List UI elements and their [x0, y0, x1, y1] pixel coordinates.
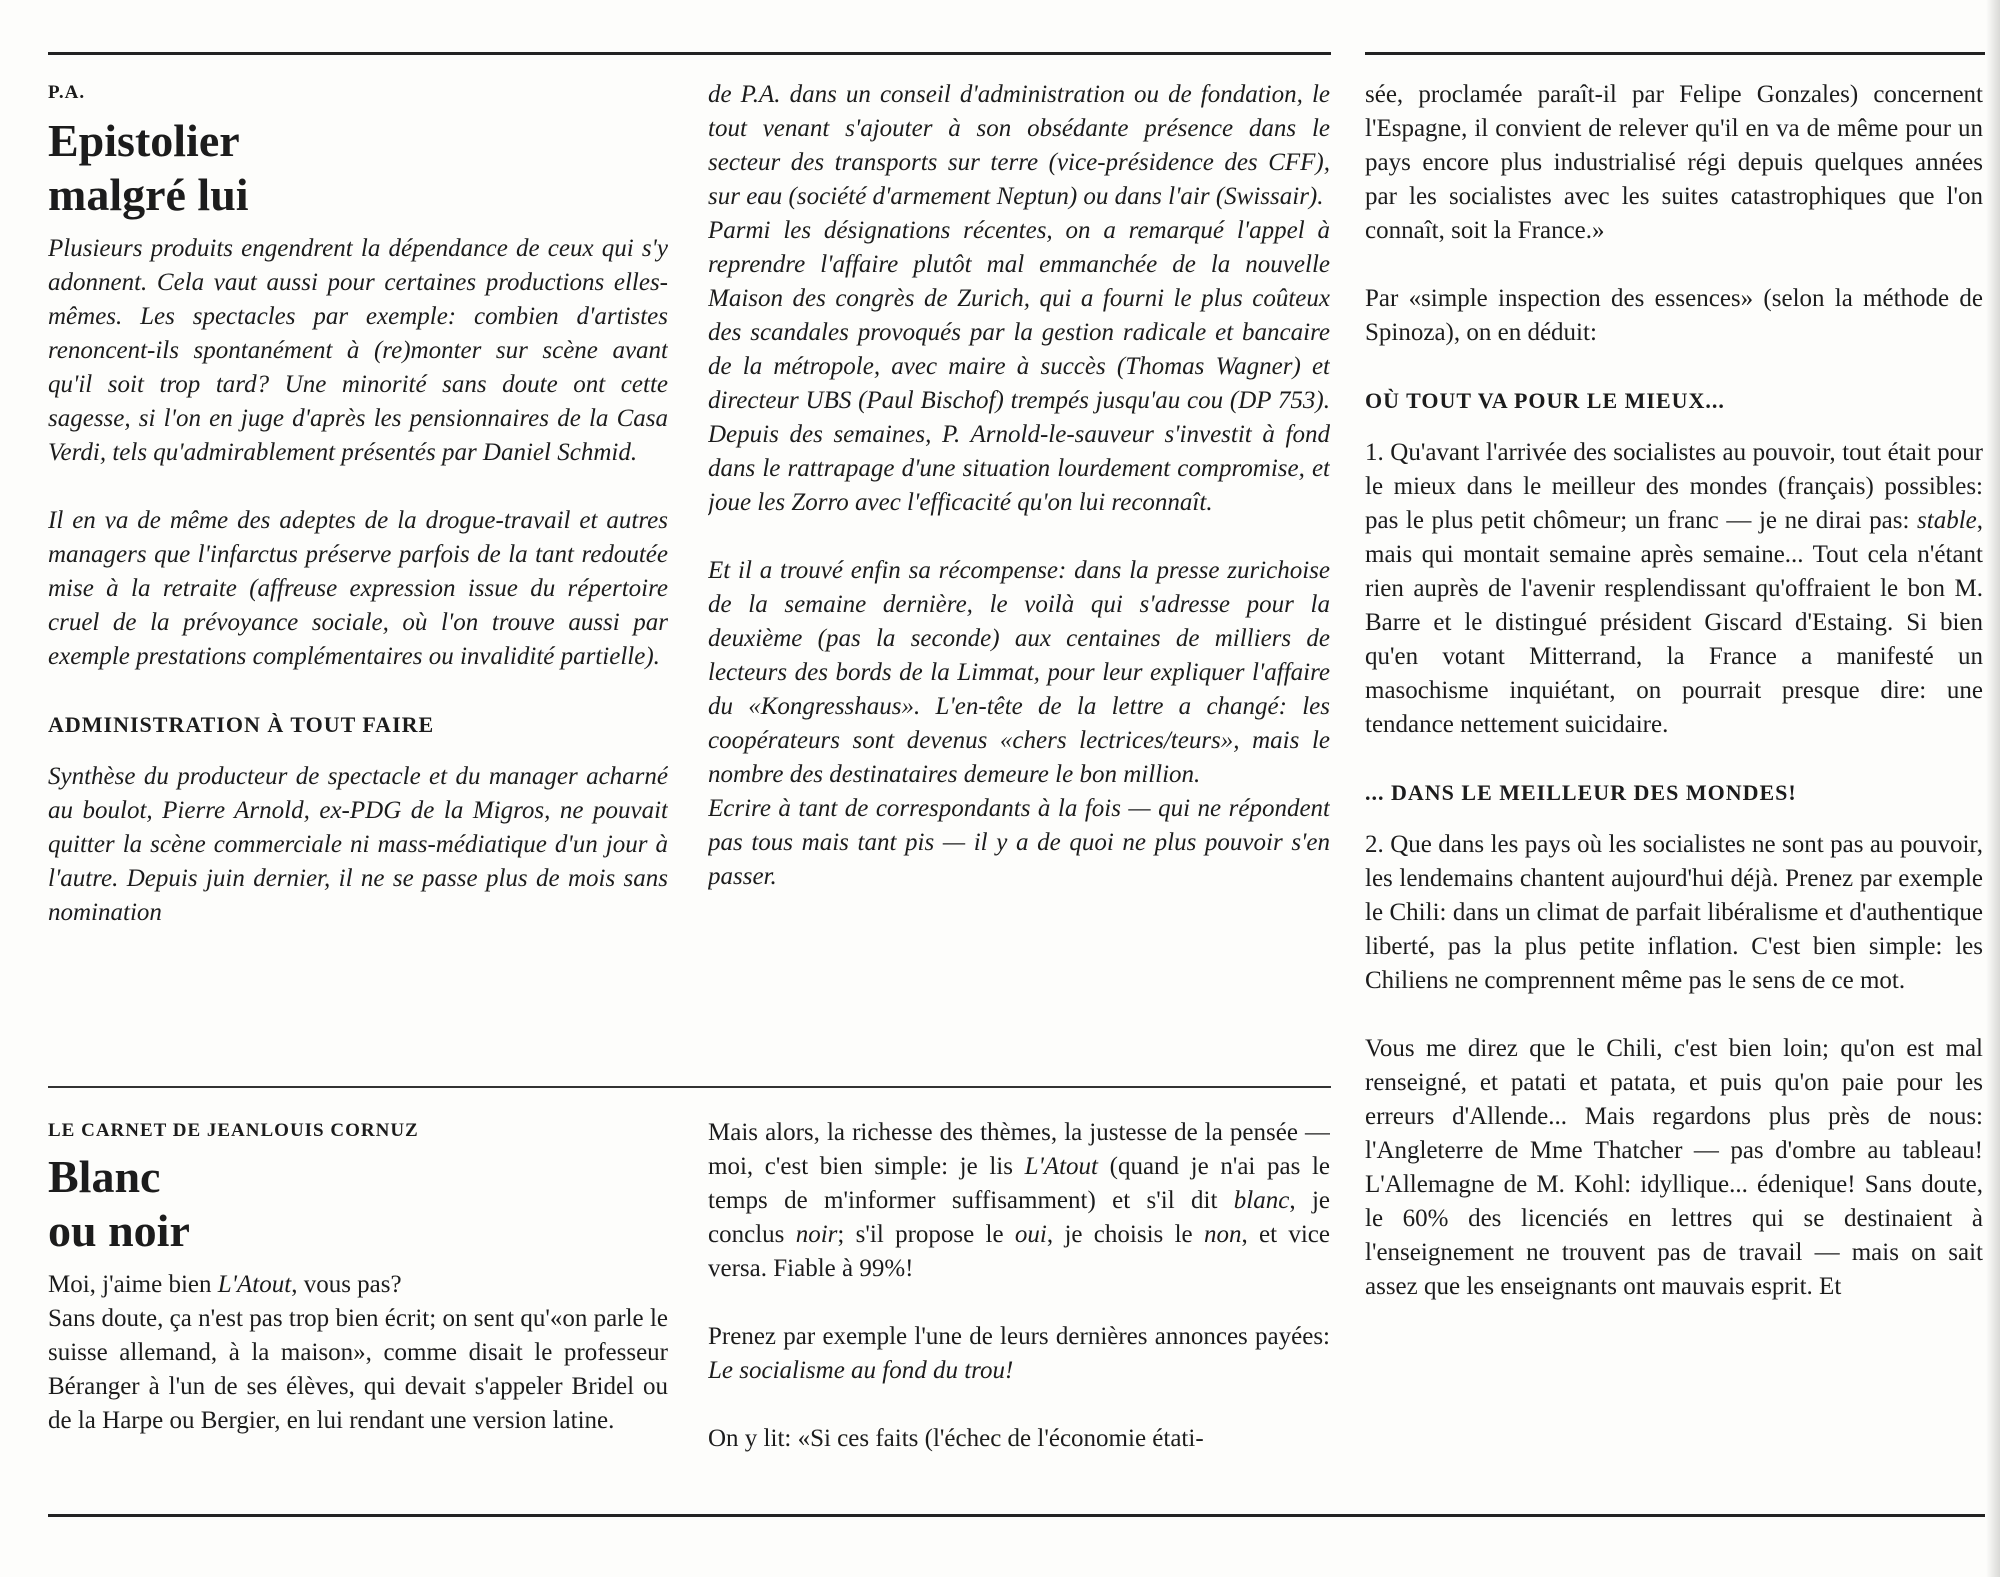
- article1-paragraph-7: Ecrire à tant de correspondants à la fois — qui ne répondent pas tous mais tant pis — il y a de quoi ne plus pouvoir s'en passer.: [708, 795, 1330, 890]
- article2-paragraph-1: [48, 1268, 668, 1302]
- article1-title-line2: malgré lui: [48, 169, 249, 220]
- article2-paragraph-3: [708, 1116, 1330, 1286]
- article2-title: [48, 1150, 668, 1258]
- article2-subhead-2: ... DANS LE MEILLEUR DES MONDES!: [1365, 780, 1797, 805]
- middle-rule: [48, 1086, 1331, 1088]
- p3-text-f: , et vice versa. Fiable à 99%!: [708, 1221, 1330, 1282]
- article1-title: [48, 114, 668, 222]
- p3-text-e: , je choisis le: [1046, 1221, 1204, 1248]
- article1-paragraph-1: Plusieurs produits engendrent la dépendance de ceux qui s'y adonnent. Cela vaut aussi pour certaines productions elles-mêmes. Les spectacles par exemple: combien d'artistes renoncent-ils spontanément à (re)monter sur scène avant qu'il soit trop tard? Une minorité sans doute ont cette sagesse, si l'on en juge d'après les pensionnaires de la Casa Verdi, tels qu'admirablement présentés par Daniel Schmid.: [48, 235, 668, 466]
- p8-em: stable: [1917, 507, 1977, 534]
- p3-em-3: noir: [795, 1221, 838, 1248]
- article2-col2: [708, 1116, 1330, 1508]
- p8-text-a: 1. Qu'avant l'arrivée des socialistes au pouvoir, tout était pour le mieux dans le meilleur des mondes (français) possibles: pas le plus petit chômeur; un franc — je ne dirai pas:: [1365, 439, 1983, 534]
- article2-col3: [1365, 78, 1983, 1508]
- p1-title-em: L'Atout: [217, 1271, 292, 1298]
- article2-kicker: LE CARNET DE JEANLOUIS CORNUZ: [48, 1120, 419, 1141]
- top-rule-left: [48, 52, 1331, 55]
- article2-col1: [48, 1116, 668, 1508]
- p4-text-a: Prenez par exemple l'une de leurs dernières annonces payées:: [708, 1323, 1330, 1350]
- article1-paragraph-2: Il en va de même des adeptes de la drogue-travail et autres managers que l'infarctus préserve parfois de la tant redoutée mise à la retraite (affreuse expression issue du répertoire cruel de la prévoyance sociale, où l'on trouve aussi par exemple prestations complémentaires ou invalidité partielle).: [48, 507, 668, 670]
- article2-paragraph-7: Par «simple inspection des essences» (selon la méthode de Spinoza), on en déduit:: [1365, 285, 1983, 346]
- article1-subhead: ADMINISTRATION À TOUT FAIRE: [48, 712, 435, 737]
- p3-em-5: non: [1203, 1221, 1242, 1248]
- p3-em-2: blanc: [1233, 1187, 1290, 1214]
- p1-text-a: Moi, j'aime bien: [48, 1271, 218, 1298]
- article1-kicker: P.A.: [48, 82, 86, 103]
- p3-text-b: (quand je n'ai pas le temps de m'informer suffisamment) et s'il dit: [708, 1153, 1330, 1214]
- p3-em-1: L'Atout: [1024, 1153, 1098, 1180]
- p4-em: Le socialisme au fond du trou!: [708, 1357, 1014, 1384]
- article2-paragraph-4: [708, 1320, 1330, 1388]
- top-rule-right: [1365, 52, 1985, 55]
- article1-col2: [708, 78, 1330, 1078]
- article1-col1: [48, 78, 668, 1078]
- p8-text-b: , mais qui montait semaine après semaine... Tout cela n'étant rien auprès de l'avenir resplendissant qu'offraient le bon M. Barre et le distingué président Giscard d'Estaing. Si bien qu'en votant Mitterrand, la France a manifesté un masochisme inquiétant, on pourrait presque dire: une tendance nettement suicidaire.: [1365, 507, 1983, 738]
- article2-paragraph-6: sée, proclamée paraît-il par Felipe Gonzales) concernent l'Espagne, il convient de relever qu'il en va de même pour un pays encore plus industrialisé régi depuis quelques années par les socialistes avec les suites catastrophiques que l'on connaît, soit la France.»: [1365, 81, 1983, 244]
- bottom-rule: [48, 1514, 1985, 1517]
- p3-text-d: ; s'il propose le: [837, 1221, 1015, 1248]
- article2-paragraph-2: Sans doute, ça n'est pas trop bien écrit; on sent qu'«on parle le suisse allemand, à la maison», comme disait le professeur Béranger à l'un de ses élèves, qui devait s'appeler Bridel ou de la Harpe ou Bergier, en lui rendant une version latine.: [48, 1305, 668, 1434]
- article2-subhead-1: OÙ TOUT VA POUR LE MIEUX...: [1365, 388, 1725, 413]
- p1-text-b: , vous pas?: [291, 1271, 402, 1298]
- article2-paragraph-10: Vous me direz que le Chili, c'est bien loin; qu'on est mal renseigné, et patati et patata, et puis qu'on paie pour les erreurs d'Allende... Mais regardons plus près de nous: l'Angleterre de Mme Thatcher — pas d'ombre au tableau! L'Allemagne de M. Kohl: idyllique... édenique! Sans doute, le 60% des licenciés en lettres qui se destinaient à l'enseignement ne trouvent pas de travail — mais on sait assez que les enseignants ont mauvais esprit. Et: [1365, 1035, 1983, 1300]
- article1-paragraph-4: de P.A. dans un conseil d'administration ou de fondation, le tout venant s'ajouter à son obsédante présence dans le secteur des transports sur terre (vice-présidence des CFF), sur eau (société d'armement Neptun) ou dans l'air (Swissair).: [708, 81, 1330, 210]
- article1-paragraph-6: Et il a trouvé enfin sa récompense: dans la presse zurichoise de la semaine dernière, le voilà qui s'adresse pour la deuxième (pas la seconde) aux centaines de milliers de lecteurs des bords de la Limmat, pour leur expliquer l'affaire du «Kongresshaus». L'en-tête de la lettre a changé: les coopérateurs sont devenus «chers lectrices/teurs», mais le nombre des destinataires demeure le bon million.: [708, 557, 1330, 788]
- p3-text-a: Mais alors, la richesse des thèmes, la justesse de la pensée — moi, c'est bien simple: je lis: [708, 1119, 1330, 1180]
- article2-paragraph-8: [1365, 436, 1983, 742]
- p3-em-4: oui: [1014, 1221, 1047, 1248]
- article2-title-line2: ou noir: [48, 1205, 190, 1256]
- article2-title-line1: Blanc: [48, 1151, 161, 1202]
- article1-title-line1: Epistolier: [48, 115, 240, 166]
- article2-paragraph-9: 2. Que dans les pays où les socialistes ne sont pas au pouvoir, les lendemains chantent aujourd'hui déjà. Prenez par exemple le Chili: dans un climat de parfait libéralisme et d'authentique liberté, pas la plus petite inflation. C'est bien simple: les Chiliens ne comprennent même pas le sens de ce mot.: [1365, 831, 1983, 994]
- article1-paragraph-5: Parmi les désignations récentes, on a remarqué l'appel à reprendre l'affaire plutôt mal emmanchée de la nouvelle Maison des congrès de Zurich, qui a fourni le plus coûteux des scandales provoqués par la gestion radicale et bancaire de la métropole, avec maire à succès (Thomas Wagner) et directeur UBS (Paul Bischof) trempés jusqu'au cou (DP 753). Depuis des semaines, P. Arnold-le-sauveur s'investit à fond dans le rattrapage d'une situation lourdement compromise, et joue les Zorro avec l'efficacité qu'on lui reconnaît.: [708, 217, 1330, 516]
- p3-text-c: , je conclus: [708, 1187, 1330, 1248]
- page-edge: [1986, 0, 2000, 1577]
- article2-paragraph-5: On y lit: «Si ces faits (l'échec de l'économie étati-: [708, 1425, 1204, 1452]
- article1-paragraph-3: Synthèse du producteur de spectacle et du manager acharné au boulot, Pierre Arnold, ex-PDG de la Migros, ne pouvait quitter la scène commerciale ni mass-médiatique d'un jour à l'autre. Depuis juin dernier, il ne se passe plus de mois sans nomination: [48, 763, 668, 926]
